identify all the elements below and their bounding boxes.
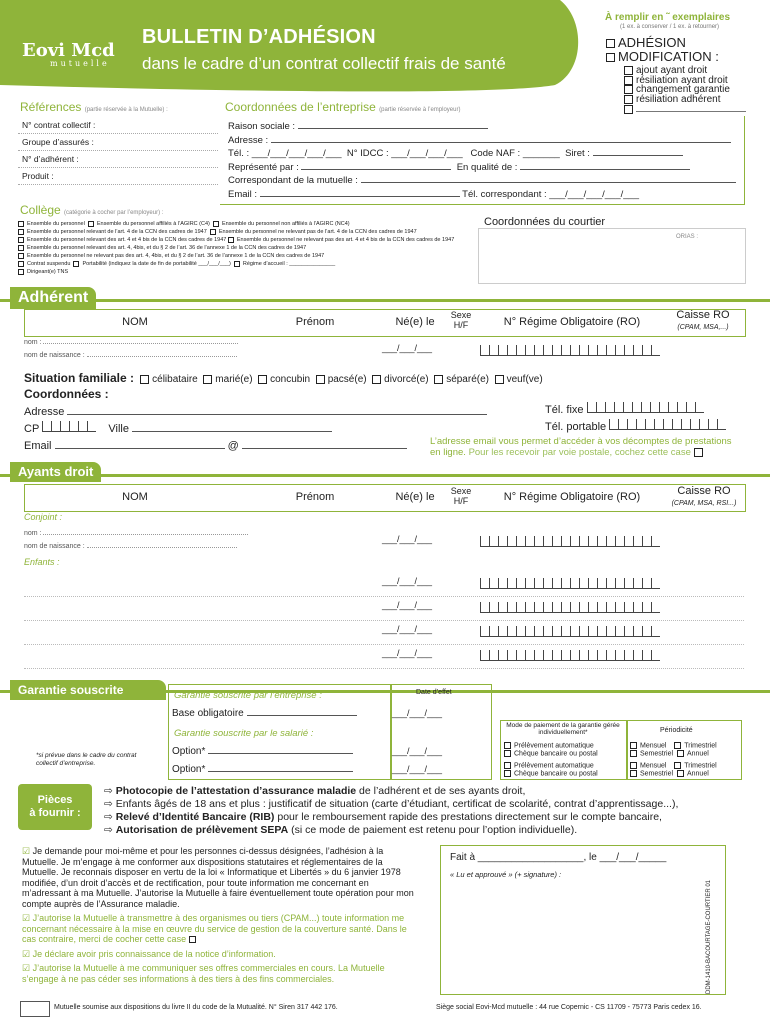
postal-checkbox[interactable] xyxy=(694,448,703,457)
adherent-birthdate[interactable]: ___/___/___ xyxy=(382,343,433,353)
situation-row: Situation familiale : célibataire marié(e) concubin pacsé(e) divorcé(e) séparé(e) veuf(ve) xyxy=(24,371,543,385)
adherent-tab: Adhérent xyxy=(10,287,96,309)
courtier-title: Coordonnées du courtier xyxy=(484,216,606,228)
conjoint-label: Conjoint : xyxy=(24,512,63,522)
mod-option-checkbox[interactable] xyxy=(624,85,633,94)
adhesion-checkbox[interactable] xyxy=(606,39,615,48)
periodicity: Mensuel Trimestriel Semestriel Annuel Mensuel Trimestriel Semestriel Annuel xyxy=(630,742,717,777)
payment-mode: Prélèvement automatique Chèque bancaire ou postal Prélèvement automatique Chèque bancaire ou postal xyxy=(504,742,598,777)
mod-option-checkbox[interactable] xyxy=(624,95,633,104)
page-title: BULLETIN D’ADHÉSION xyxy=(142,26,376,48)
modification-checkbox[interactable] xyxy=(606,53,615,62)
college-title: Collège (catégorie à cocher par l’employeur) : xyxy=(20,203,164,217)
coordonnees-fields: Adresse CP Ville Email @ xyxy=(24,404,487,455)
adherent-ro-cells[interactable] xyxy=(480,343,660,361)
coordonnees-title: Coordonnées : xyxy=(24,387,109,401)
col-sexe: Sexe H/F xyxy=(450,310,472,330)
adherent-band xyxy=(0,299,770,302)
remplir-note: (1 ex. à conserver / 1 ex. à retourner) xyxy=(620,24,720,30)
references-fields: N° contrat collectif : Groupe d’assurés : N° d’adhérent : Produit : xyxy=(18,117,218,185)
enfants-rows: ___/___/___ ___/___/___ ___/___/___ ___/___/___ xyxy=(24,572,744,672)
remplir-label: À remplir en ˜ exemplaires xyxy=(605,12,731,23)
base-obligatoire: Base obligatoire xyxy=(172,708,357,719)
entreprise-fields: Raison sociale : Adresse : Tél. : ___/___/___/___/___ N° IDCC : ___/___/___/___ Code NAF : _______ Siret : Représenté par : En qualité de : Correspondant de la mutuelle : Email : Tél. correspondant : ___/___/___/___/___ xyxy=(228,120,738,201)
signature-box[interactable] xyxy=(440,845,726,995)
eovi-logo: Eovi Mcd mutuelle xyxy=(22,40,115,68)
modification-options: ajout ayant droit résiliation ayant droit changement garantie résiliation adhérent xyxy=(624,66,746,114)
courtier-box xyxy=(478,228,746,284)
adhesion-type-block xyxy=(606,36,719,64)
orias-label: ORIAS : xyxy=(676,234,699,240)
col-nom: NOM xyxy=(122,316,148,328)
lu-approuve: « Lu et approuvé » (+ signature) : xyxy=(450,870,562,879)
mod-option-checkbox[interactable] xyxy=(624,66,633,75)
garantie-note: *si prévue dans le cadre du contrat collectif d’entreprise. xyxy=(36,752,137,767)
col-caisse: Caisse RO (CPAM, MSA,...) xyxy=(676,309,730,331)
engagement-text: ☑ Je demande pour moi-même et pour les personnes ci-dessus désignées, l’adhésion à la Mutuelle. Je m’engage à me conformer aux dispositions statutaires et réglementaires de la Mutuelle. Je reconnais disposer en vertu de la loi « Informatique et Libertés » du 6 janvier 1978 modifiée, d’un droit d’accès et de rectification, pour toute information me concernant en m’adressant à ma Mutuelle. J’autorise la Mutuelle à faire éventuellement toute opération pour mon compte auprès de l’Assurance maladie. ☑ J’autorise la Mutuelle à transmettre à des organismes ou tiers (CPAM...) toute information me concernant nécessaire à la mise en œuvre du service de gestion de la couverture santé. Dans le cas contraire, merci de cocher cette case ☑ Je déclare avoir pris connaissance de la notice d’information. ☑ J’autorise la Mutuelle à me communiquer ses offres commerciales en cours. La Mutuelle s’engage à ne pas céder ses informations à des tiers à des fins commerciales. xyxy=(22,846,414,984)
modification-label: MODIFICATION : xyxy=(618,49,719,64)
references-title: Références (partie réservée à la Mutuelle) : xyxy=(20,100,168,114)
col-prenom: Prénom xyxy=(295,316,335,328)
col-ne-le: Né(e) le xyxy=(395,316,435,328)
adhesion-label: ADHÉSION xyxy=(618,35,686,50)
fait-a: Fait à ___________________, le ___/___/_____ xyxy=(450,852,667,863)
garantie-tab: Garantie souscrite xyxy=(10,680,166,700)
form-code: DDM-1410-BACOURTAGE-COURTIER 01 xyxy=(706,879,712,994)
ayants-tab: Ayants droit xyxy=(10,462,101,482)
email-note: L’adresse email vous permet d’accéder à vos décomptes de prestations en ligne. Pour les recevoir par voie postale, cochez cette case xyxy=(430,436,732,458)
conjoint-fields: nom : nom de naissance : xyxy=(24,527,248,553)
footer-left: Mutuelle soumise aux dispositions du livre II du code de la Mutualité. N° Siren 317 442 176. xyxy=(54,1004,338,1011)
college-options: Ensemble du personnel Ensemble du personnel affiliés à l’AGIRC (C4) Ensemble du personnel non affiliés à l’AGIRC (NC4) Ensemble du personnel relevant de l’art. 4 de la CCN des cadres de 1947 Ensemble du personnel ne relevant pas de l’art. 4 de la CCN des cadres de 1947 Ensemble du personnel relevant des art. 4 et 4 bis de la CCN des cadres de 1947 Ensemble du personnel ne relevant pas des art. 4 et 4 bis de la CCN des cadres de 1947 Ensemble du personnel relevant des art. 4, 4bis, et du § 2 de l’art. 36 de l’annexe 1 de la CCN des cadres de 1947 Ensemble du personnel ne relevant pas des art. 4, 4bis, et du § 2 de l’art. 36 de l’annexe 1 de la CCN des cadres de 1947 Contrat suspendu Portabilité (indiquez la date de fin de portabilité ___/___/___) Régime d’accueil : _______________ Dirigeant(e) TNS xyxy=(18,220,478,276)
mod-option-checkbox[interactable] xyxy=(624,105,633,114)
adherent-nom-fields: nom : nom de naissance : xyxy=(24,336,238,362)
footer-right: Siège social Eovi-Mcd mutuelle : 44 rue Copernic - CS 11709 - 75773 Paris cedex 16. xyxy=(436,1004,702,1011)
enfants-label: Enfants : xyxy=(24,557,60,567)
mod-option-checkbox[interactable] xyxy=(624,76,633,85)
pieces-list: ⇨ Photocopie de l’attestation d’assurance maladie de l’adhérent et de ses ayants droit, ⇨ Enfants âgés de 18 ans et plus : justificatif de situation (carte d’étudiant, certificat de scolarité, contrat d’apprentissage...), ⇨ Relevé d’Identité Bancaire (RIB) pour le remboursement rapide des prestations directement sur le compte bancaire, ⇨ Autorisation de prélèvement SEPA (si ce mode de paiement est retenu pour l’option individuelle). xyxy=(104,785,679,836)
pieces-label: Pièces à fournir : xyxy=(29,794,81,819)
page-subtitle: dans le cadre d’un contrat collectif frais de santé xyxy=(142,54,506,73)
entreprise-title: Coordonnées de l’entreprise (partie réservée à l’employeur) xyxy=(225,100,461,114)
footer-logo-icon xyxy=(20,1001,50,1017)
ayants-band xyxy=(0,474,770,477)
phone-fields: Tél. fixe Tél. portable xyxy=(545,402,726,436)
col-regime: N° Régime Obligatoire (RO) xyxy=(503,316,641,328)
